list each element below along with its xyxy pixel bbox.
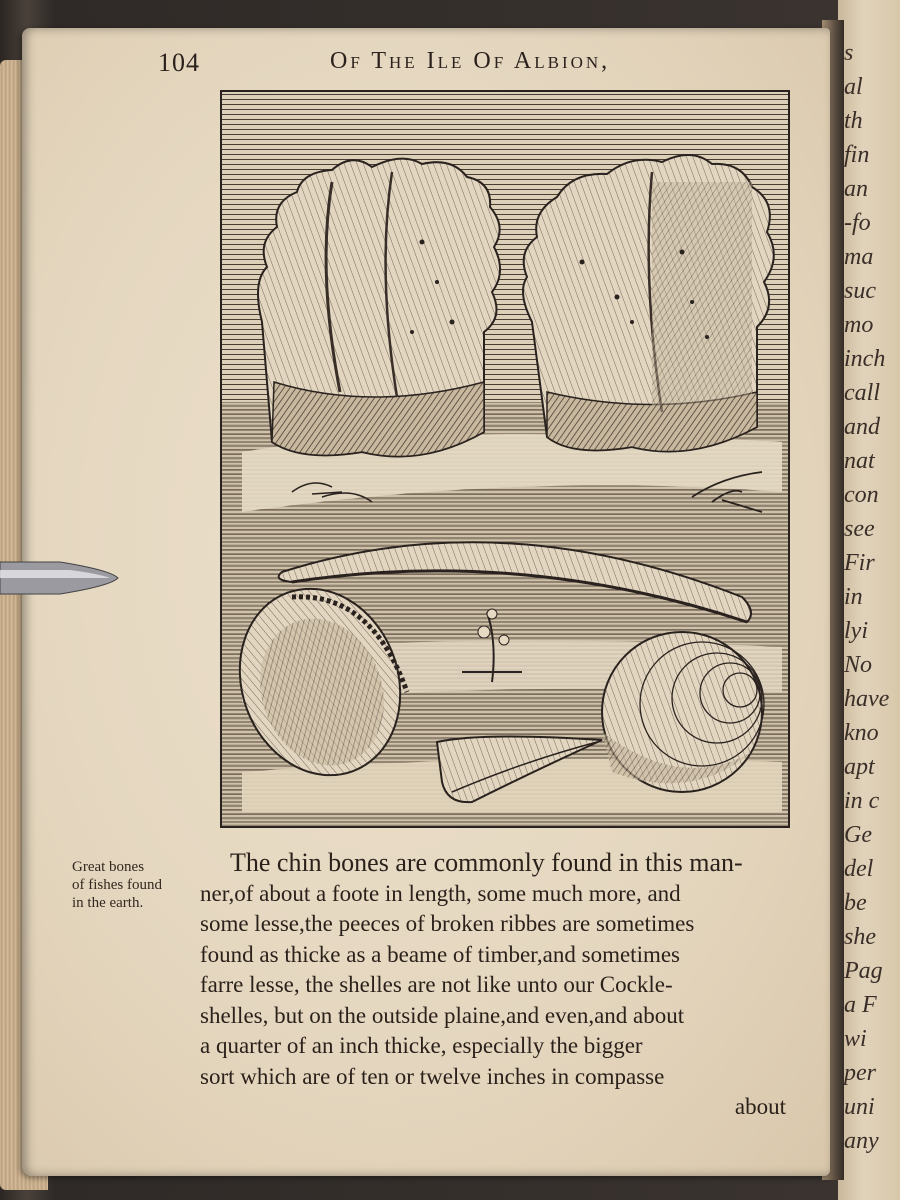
facing-page-fragment: per <box>844 1060 876 1086</box>
facing-page-fragment: be <box>844 890 867 916</box>
facing-page-fragment: suc <box>844 278 876 304</box>
facing-page-fragment: del <box>844 856 874 882</box>
text-line: found as thicke as a beame of timber,and sometimes <box>200 941 681 967</box>
facing-page-fragment: s <box>844 40 854 66</box>
facing-page-fragment: Ge <box>844 822 872 848</box>
facing-page-fragment: th <box>844 108 863 134</box>
catchword: about <box>734 1094 786 1119</box>
facing-page-fragment: in <box>844 584 863 610</box>
facing-page-fragment: inch <box>844 346 886 372</box>
marginal-line: Great bones <box>72 859 145 875</box>
page-number: 104 <box>158 48 200 77</box>
running-title: Of The Ile Of Albion, <box>330 48 611 74</box>
facing-page-fragment: Pag <box>844 958 883 984</box>
facing-page-fragment: uni <box>844 1094 875 1120</box>
text-line: a quarter of an inch thicke, especially the bigger <box>200 1033 643 1058</box>
facing-page-fragment: kno <box>844 720 879 746</box>
facing-page-fragment: -fo <box>844 210 871 236</box>
facing-page-fragment: mo <box>844 312 874 338</box>
facing-page-fragment: in c <box>844 788 880 814</box>
facing-page-fragment: any <box>844 1128 879 1154</box>
facing-page-fragment: wi <box>844 1026 867 1052</box>
facing-page-fragment: con <box>844 482 879 508</box>
facing-page-fragment: al <box>844 74 863 100</box>
facing-page-fragment: ma <box>844 244 874 270</box>
text-line: farre lesse, the shelles are not like unto our Cockle- <box>200 972 673 997</box>
left-bone-block <box>258 159 500 457</box>
text-line: sort which are of ten or twelve inches in compasse <box>200 1063 665 1089</box>
engraving-illustration <box>220 90 790 828</box>
facing-page-fragment: lyi <box>844 618 868 644</box>
facing-page-fragment: apt <box>844 754 875 780</box>
facing-page <box>838 0 900 1200</box>
marginal-line: of fishes found <box>72 877 162 893</box>
conical-shell <box>602 632 764 792</box>
facing-page-fragment: see <box>844 516 875 542</box>
metal-clip-pointer <box>0 558 120 598</box>
facing-page-fragment: No <box>844 652 873 678</box>
marginal-line: in the earth. <box>72 895 144 911</box>
facing-page-fragment: an <box>844 176 868 202</box>
marginal-note <box>72 858 202 912</box>
page-header <box>150 44 750 84</box>
text-line: ner,of about a foote in length, some much more, and <box>200 880 681 906</box>
facing-page-fragment: call <box>844 380 880 406</box>
text-line: some lesse,the peeces of broken ribbes are sometimes <box>200 911 695 936</box>
text-line: shelles, but on the outside plaine,and even,and about <box>200 1002 685 1028</box>
facing-page-fragment: fin <box>844 142 870 168</box>
text-line: The chin bones are commonly found in this man- <box>230 848 743 877</box>
facing-page-fragment: she <box>844 924 876 950</box>
facing-page-fragment: and <box>844 414 880 440</box>
body-paragraph <box>200 848 790 1123</box>
facing-page-fragment: a F <box>844 992 877 1018</box>
facing-page-fragment: Fir <box>844 550 875 576</box>
facing-page-fragment: have <box>844 686 890 712</box>
right-bone-block <box>523 155 774 452</box>
facing-page-fragment: nat <box>844 448 875 474</box>
